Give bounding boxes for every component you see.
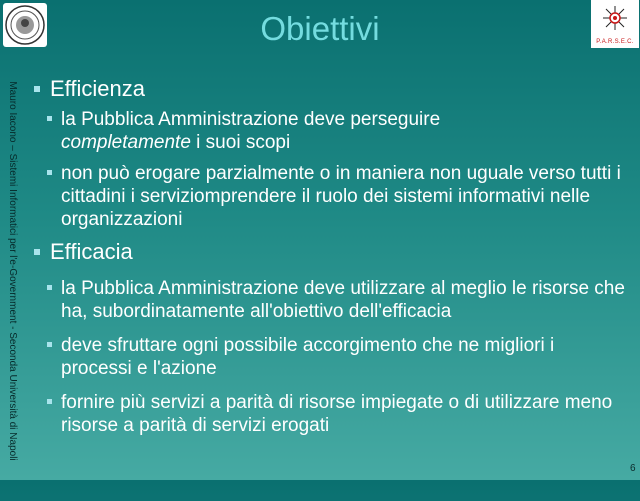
parsec-logo-text: P.A.R.S.E.C. xyxy=(596,39,634,45)
bullet-square-icon xyxy=(47,342,52,347)
section-heading: Efficienza xyxy=(50,76,145,101)
list-item xyxy=(30,277,630,323)
bullet-square-icon xyxy=(47,116,52,121)
bullet-square-icon xyxy=(47,170,52,175)
item-text-after: i suoi scopi xyxy=(190,132,291,153)
bullet-square-icon xyxy=(47,399,52,404)
list-item xyxy=(30,391,630,437)
section-heading: Efficacia xyxy=(50,239,133,264)
item-text: deve sfruttare ogni possibile accorgimento che ne migliori i processi e l'azione xyxy=(61,335,555,379)
parsec-logo xyxy=(591,0,639,48)
bullet-square-icon xyxy=(47,285,52,290)
item-text: fornire più servizi a parità di risorse impiegate o di utilizzare meno risorse a parità di servizi erogati xyxy=(61,392,613,436)
bullet-square-icon xyxy=(34,249,40,255)
item-text: la Pubblica Amministrazione deve utilizzare al meglio le risorse che ha, subordinatamente all'obiettivo dell'efficacia xyxy=(61,278,625,322)
section-efficienza xyxy=(30,76,630,102)
item-emphasis: completamente xyxy=(61,132,191,153)
item-text: non può erogare parzialmente o in maniera non uguale verso tutti i cittadini i serviziomprendere il ruolo dei sistemi informativi nelle organizzazioni xyxy=(61,163,621,230)
list-item xyxy=(30,334,630,380)
list-item xyxy=(30,108,630,154)
slide-body xyxy=(30,76,630,437)
slide-title: Obiettivi xyxy=(260,10,380,47)
section-efficacia xyxy=(30,239,630,265)
list-item xyxy=(30,162,630,231)
side-caption: Mauro Iacono – Sistemi Informatici per l'e-Government - Seconda Università di Napoli xyxy=(7,81,18,461)
item-text: la Pubblica Amministrazione deve perseguire xyxy=(61,109,441,130)
page-number: 6 xyxy=(630,463,636,474)
bullet-square-icon xyxy=(34,86,40,92)
